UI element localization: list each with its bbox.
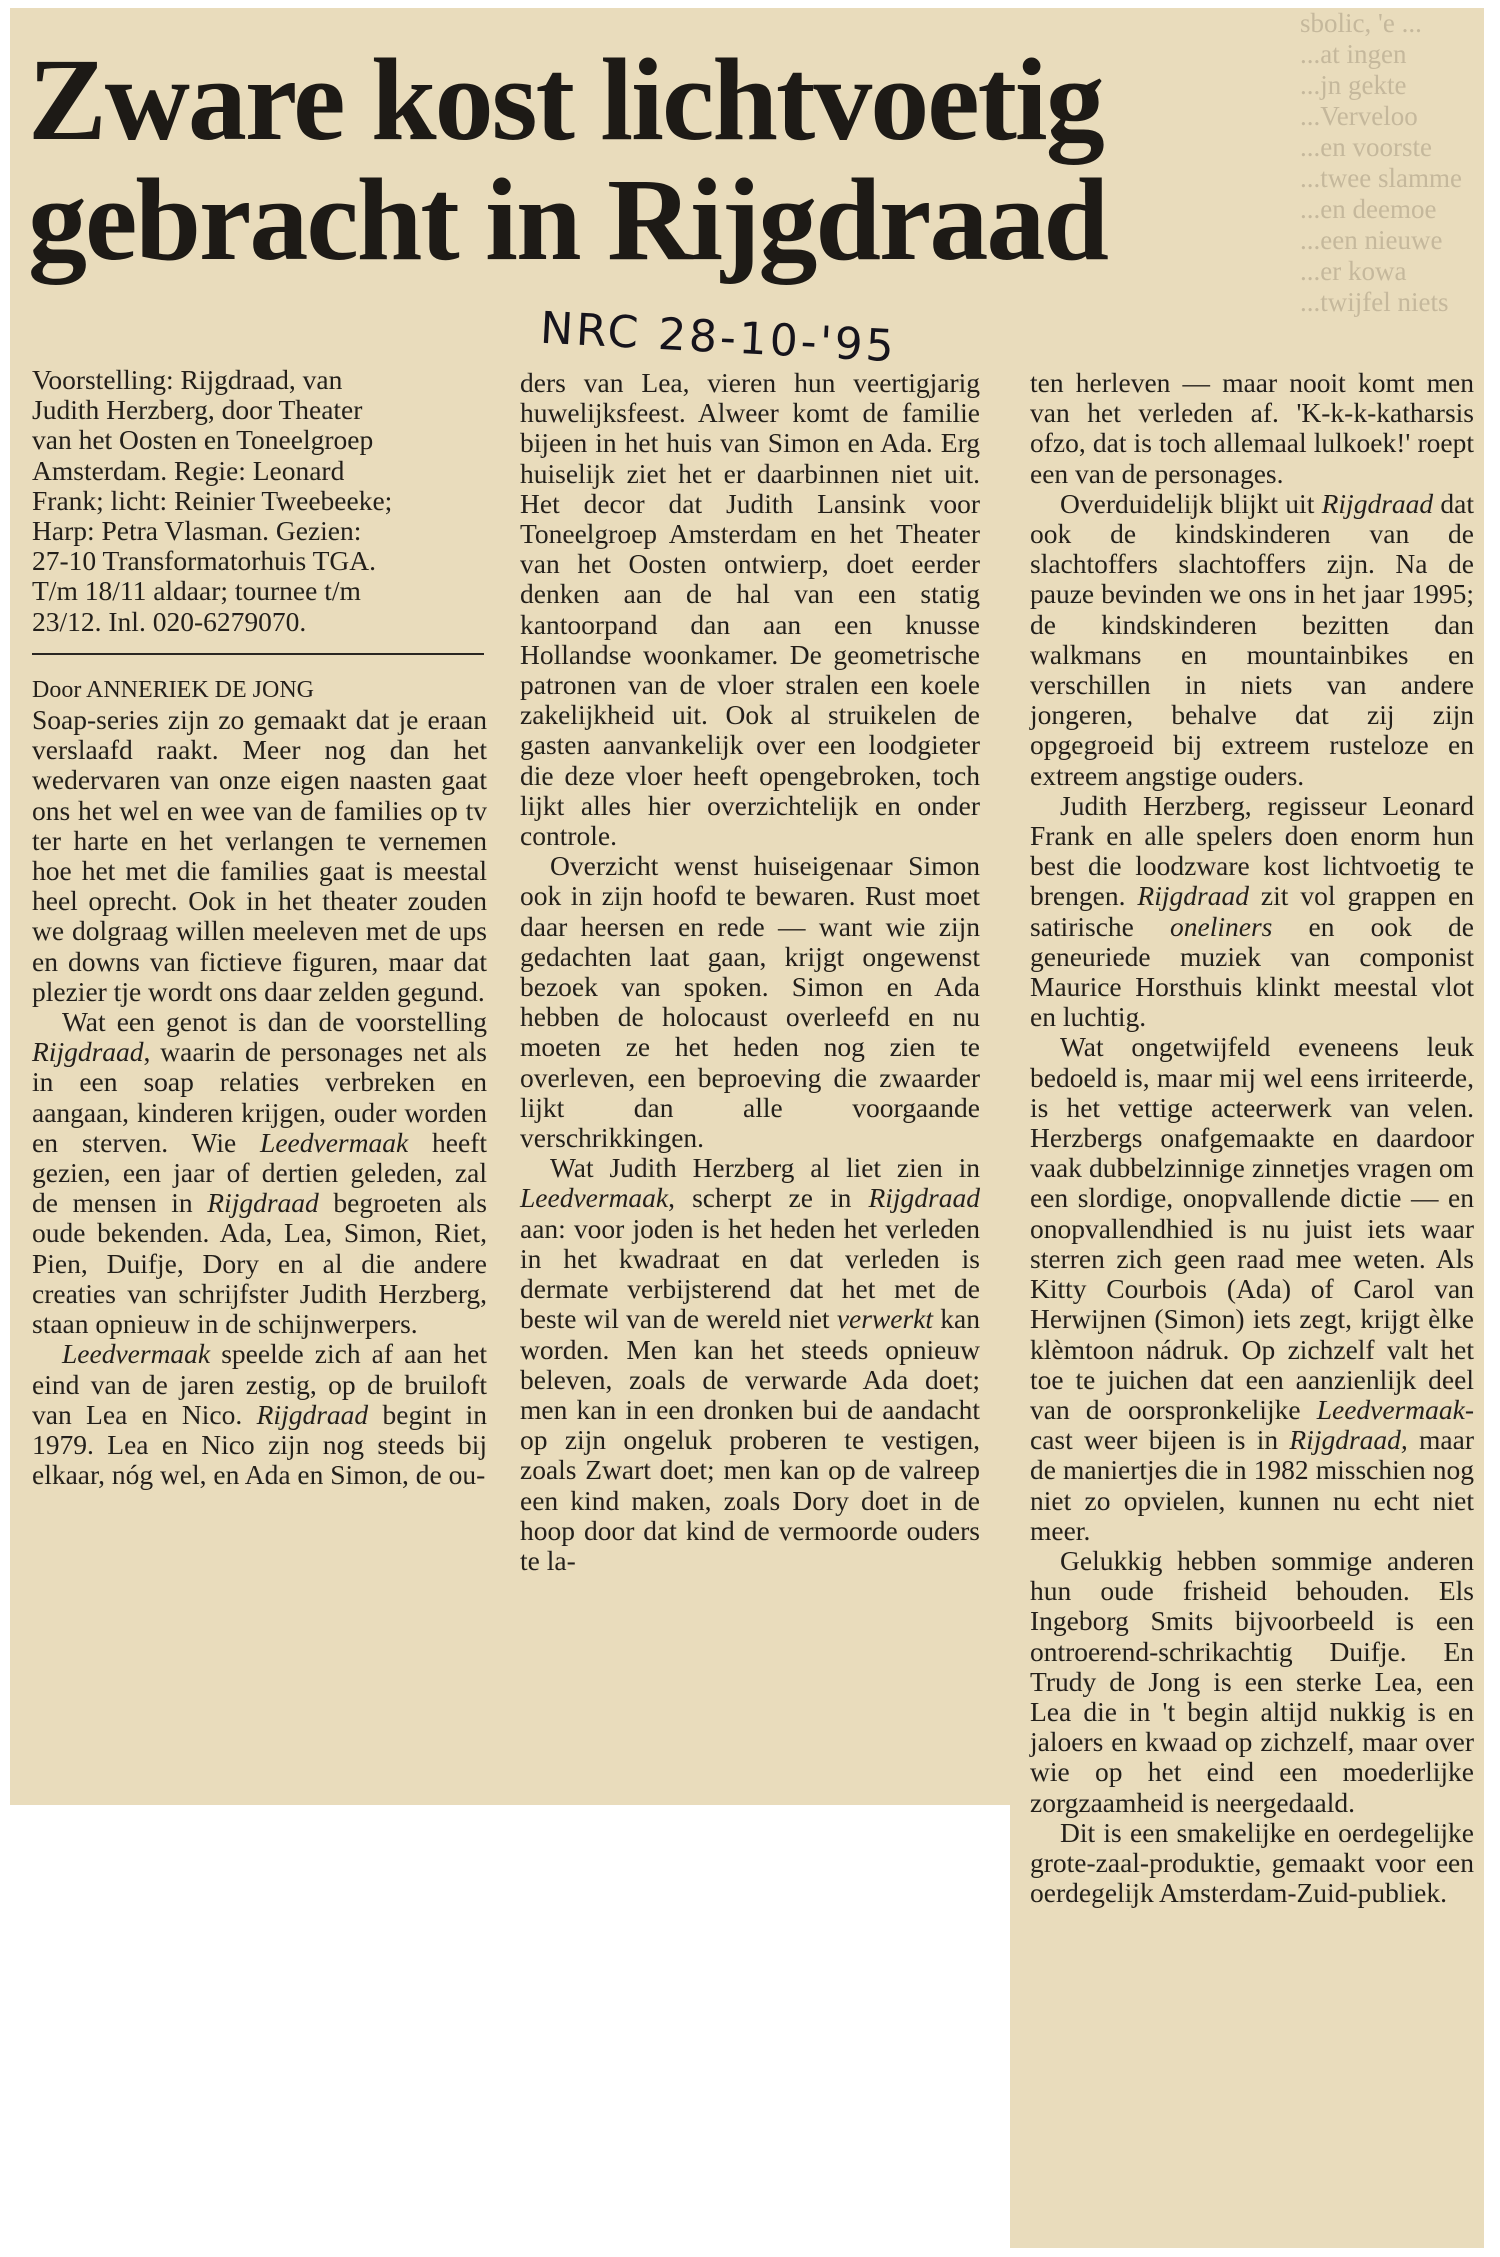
article-headline: [28, 34, 1348, 285]
article-column-3: [1030, 368, 1474, 1908]
info-line: Harp: Petra Vlasman. Gezien:: [32, 515, 362, 547]
info-line: Judith Herzberg, door Theater: [32, 394, 363, 426]
paragraph: Overzicht wenst huiseigenaar Simon ook in zijn hoofd te bewaren. Rust moet daar heersen en rede — want wie zijn gedachten laat gaan, krijgt ongewenst bezoek van spoken. Simon en Ada hebben de holocaust overleefd en nu moeten ze het heden nog zien te overleven, een beproeving die zwaarder lijkt dan alle voorgaande verschrikkingen.: [520, 850, 980, 1154]
info-line: 23/12. Inl. 020-6279070.: [32, 605, 307, 637]
info-line: Frank; licht: Reinier Tweebeeke;: [32, 484, 393, 516]
info-line: T/m 18/11 aldaar; tournee t/m: [32, 575, 361, 607]
article-column-1: [32, 365, 487, 1490]
paragraph: Soap-series zijn zo gemaakt dat je eraan verslaafd raakt. Meer nog dan het wedervaren van onze eigen naasten gaat ons het wel en wee van de families op tv ter harte en het verlangen te vernemen hoe het met die families gaat is meestal heel oprecht. Ook in het theater zouden we dolgraag willen meeleven met de ups en downs van fictieve figuren, maar dat plezier tje wordt ons daar zelden gegund.: [32, 704, 487, 1007]
paragraph: Judith Herzberg, regisseur Leonard Frank en alle spelers doen enorm hun best die loodzware kost lichtvoetig te brengen. Rijgdraad zit vol grappen en satirische oneliners en ook de geneuriede muziek van componist Maurice Horsthuis klinkt meestal vlot en luchtig.: [1030, 789, 1474, 1033]
paragraph: Dit is een smakelijke en oerdegelijke grote-zaal-produktie, gemaakt voor een oerdegelijk Amsterdam-Zuid-publiek.: [1030, 1816, 1474, 1909]
divider-rule: [32, 653, 484, 655]
paragraph: Overduidelijk blijkt uit Rijgdraad dat ook de kindskinderen van de slachtoffers slachtoffers zijn. Na de pauze bevinden we ons in het jaar 1995; de kindskinderen bezitten dan walkmans en mountainbikes en verschillen in niets van andere jongeren, behalve dat zij zijn opgegroeid bij extreem rusteloze en extreem angstige ouders.: [1030, 487, 1474, 791]
article-column-2: [520, 368, 980, 1576]
info-line: 27-10 Transformatorhuis TGA.: [32, 545, 377, 577]
paragraph: Wat Judith Herzberg al liet zien in Leedvermaak, scherpt ze in Rijgdraad aan: voor joden is het heden het verleden in het kwadraat en dat verleden is dermate verbijsterend dat het met de beste wil van de wereld niet verwerkt kan worden. Men kan het steeds opnieuw beleven, zoals de verwarde Ada doet; men kan in een dronken bui de aandacht op zijn ongeluk proberen te vestigen, zoals Zwart doet; men kan op de valreep een kind maken, zoals Dory doet in de hoop door dat kind de vermoorde ouders te la-: [520, 1152, 980, 1576]
performance-info-box: [32, 365, 487, 637]
paragraph: Wat een genot is dan de voorstelling Rijgdraad, waarin de personages net als in een soap relaties verbreken en aangaan, kinderen krijgen, ouder worden en sterven. Wie Leedvermaak heeft gezien, een jaar of dertien geleden, zal de mensen in Rijgdraad begroeten als oude bekenden. Ada, Lea, Simon, Riet, Pien, Duifje, Dory en al die andere creaties van schrijfster Judith Herzberg, staan opnieuw in de schijnwerpers.: [32, 1006, 488, 1340]
info-line: Voorstelling: Rijgdraad, van: [32, 364, 343, 395]
byline-prefix: Door: [32, 676, 82, 703]
paragraph: ten herleven — maar nooit komt men van het verleden af. 'K-k-k-katharsis ofzo, dat is toch allemaal lulkoek!' roept een van de personages.: [1030, 367, 1474, 489]
headline-line-2: gebracht in Rijgdraad: [28, 154, 1107, 285]
byline: [32, 675, 487, 705]
paragraph: Leedvermaak speelde zich af aan het eind van de jaren zestig, op de bruiloft van Lea en Nico. Rijgdraad begint in 1979. Lea en Nico zijn nog steeds bij elkaar, nóg wel, en Ada en Simon, de ou-: [32, 1338, 487, 1491]
info-line: van het Oosten en Toneelgroep: [32, 424, 374, 456]
headline-line-1: Zware kost lichtvoetig: [28, 34, 1103, 165]
paragraph: ders van Lea, vieren hun veertigjarig huwelijksfeest. Alweer komt de familie bijeen in het huis van Simon en Ada. Erg huiselijk ziet het er daarbinnen niet uit. Het decor dat Judith Lansink voor Toneelgroep Amsterdam en het Theater van het Oosten ontwierp, doet eerder denken aan de hal van een statig kantoorpand dan aan een knusse Hollandse woonkamer. De geometrische patronen van de vloer stralen een koele zakelijkheid uit. Ook al struikelen de gasten aanvankelijk over een loodgieter die deze vloer heeft opengebroken, toch lijkt alles hier overzichtelijk en onder controle.: [520, 367, 980, 852]
paragraph: Wat ongetwijfeld eveneens leuk bedoeld is, maar mij wel eens irriteerde, is het vettige acteerwerk van velen. Herzbergs onafgemaakte en daardoor vaak dubbelzinnige zinnetjes vragen om een slordige, onopvallende dictie — en onopvallendhied is nu juist iets waar sterren zich geen raad mee weten. Als Kitty Courbois (Ada) of Carol van Herwijnen (Simon) iets zegt, krijgt èlke klèmtoon nádruk. Op zichzelf valt het toe te juichen dat een aanzienlijk deel van de oorspronkelijke Leedvermaak-cast weer bijeen is in Rijgdraad, maar de maniertjes die in 1982 misschien nog niet zo opvielen, kunnen nu echt niet meer.: [1030, 1031, 1474, 1546]
bleed-through-text: sbolic, 'e ... ...at ingen ...jn gekte ...Verveloo ...en voorste ...twee slamme ...en deemoe ...een nieuwe ...er kowa ...twijfel niets: [1300, 8, 1462, 317]
byline-author: ANNERIEK DE JONG: [86, 676, 314, 703]
paragraph: Gelukkig hebben sommige anderen hun oude frisheid behouden. Els Ingeborg Smits bijvoorbeeld is een ontroerend-schrikachtig Duifje. En Trudy de Jong is een sterke Lea, een Lea die in 't begin altijd nukkig is en jaloers en kwaad op zichzelf, maar over wie op het eind een moederlijke zorgzaamheid is neergedaald.: [1030, 1544, 1474, 1818]
info-line: Amsterdam. Regie: Leonard: [32, 454, 345, 486]
handwritten-date-note: NRC 28-10-'95: [538, 302, 898, 373]
